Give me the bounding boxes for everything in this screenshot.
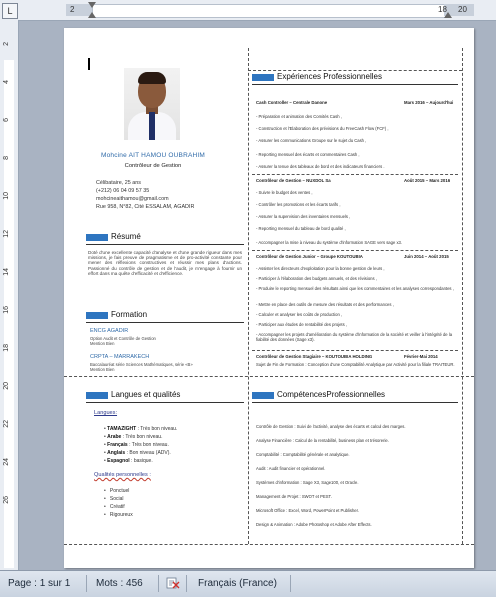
- section-header-resume: Résumé: [86, 232, 141, 241]
- experience-line: - Assurer la tenue des tableaux de bord et des indicateurs financiers .: [256, 164, 385, 169]
- experience-line: - Accompagner les projets d'amélioration du système d'information de la société et veiller à l'intégrité de la fiabilité des données (Sage x3).: [256, 332, 453, 342]
- experience-line: - Assister les directeurs d'exploitation pour la bonne gestion de leurs ,: [256, 266, 385, 271]
- competence-line: Contrôle de Gestion : Suivi de l'activité, analyse des écarts et calcul des marges.: [256, 424, 406, 429]
- contact-status: Célibataire, 25 ans: [96, 180, 141, 186]
- section-marker: [86, 392, 108, 399]
- formation-school: ENCG AGADIR: [90, 328, 129, 334]
- ruler-text-area: [92, 4, 446, 18]
- ruler-number: 20: [3, 382, 10, 390]
- list-item: • Rigoureux: [104, 512, 133, 518]
- tab-selector-button[interactable]: L: [2, 3, 18, 19]
- ruler-number: 2: [70, 5, 75, 14]
- ruler-number: 18: [438, 5, 447, 14]
- section-underline: [86, 244, 244, 245]
- section-underline: [252, 84, 458, 85]
- section-divider: [248, 70, 462, 71]
- section-header-experiences: Expériences Professionnelles: [252, 72, 382, 81]
- page-border-right: [462, 48, 463, 544]
- formation-mention: Mention Bien: [90, 341, 115, 346]
- experience-date: Février-Mai 2014: [404, 354, 438, 359]
- competence-line: Analyse Financière : Calcul de la rentabilité, business plan et trésorerie.: [256, 438, 389, 443]
- profile-job-title: Contrôleur de Gestion: [124, 163, 182, 169]
- experience-line: - Mettre en place des outils de mesure des résultats et des performances ,: [256, 302, 394, 307]
- profile-photo: [124, 68, 180, 140]
- competence-line: Design & Animation : Adobe Photoshop et Adobe After Effects.: [256, 522, 372, 527]
- status-separator: [186, 575, 187, 592]
- list-item: • Français : Très bon niveau.: [104, 442, 169, 448]
- competence-line: Comptabilité : Comptabilité générale et analytique.: [256, 452, 350, 457]
- horizontal-ruler[interactable]: [0, 0, 496, 21]
- list-item: • Ponctuel: [104, 488, 130, 494]
- list-item: • Arabe : Très bon niveau.: [104, 434, 163, 440]
- experience-divider: [252, 350, 458, 351]
- ruler-number: 22: [3, 420, 10, 428]
- experience-line: - Produire le reporting mensuel des résultats ainsi que les commentaires et les analyses correspondantes ,: [256, 286, 454, 291]
- status-separator: [158, 575, 159, 592]
- experience-divider: [252, 250, 458, 251]
- text-cursor: [88, 58, 90, 70]
- formation-school: CRPTA – MARRAKECH: [90, 354, 150, 360]
- section-marker: [252, 74, 274, 81]
- experience-line: - Préparation et animation des Comités Cash ,: [256, 114, 342, 119]
- experience-line: - Contrôler les promotions et les écarts tarifs ,: [256, 202, 341, 207]
- section-marker: [252, 392, 274, 399]
- experience-line: - Construction et l'Elaboration des prévisions du FreeCash Flow (FCF) ,: [256, 126, 389, 131]
- experience-title: Contrôleur de Gestion Stagiaire – KOUTOUBIA HOLDING: [256, 354, 373, 359]
- experience-line: - Assurer les communications Groupe sur le sujet du Cash ,: [256, 138, 367, 143]
- list-item: • TAMAZIGHT : Très bon niveau.: [104, 426, 178, 432]
- section-underline: [252, 402, 458, 403]
- contact-address: Rue 958, N°82, Cité ESSALAM, AGADIR: [96, 204, 195, 210]
- word-count[interactable]: Mots : 456: [96, 578, 143, 589]
- section-marker: [86, 312, 108, 319]
- list-item: • Social: [104, 496, 124, 502]
- ruler-number: 10: [3, 192, 10, 200]
- language-indicator[interactable]: Français (France): [198, 578, 277, 589]
- ruler-number: 16: [3, 306, 10, 314]
- page-border-bottom: [64, 544, 474, 545]
- ruler-number: 26: [3, 496, 10, 504]
- ruler-number: 2: [3, 42, 10, 46]
- experience-line: - Suivre le budget des ventes ,: [256, 190, 313, 195]
- experience-title: Cash Controller – Centrale Danone: [256, 100, 328, 105]
- experience-divider: [252, 174, 458, 175]
- status-separator: [86, 575, 87, 592]
- experience-line: - Reporting mensuel des écarts et commentaires Cash ,: [256, 152, 360, 157]
- document-page[interactable]: [64, 28, 474, 568]
- experience-line: - Participer à l'élaboration des budgets annuels, et des révisions ,: [256, 276, 377, 281]
- experience-line: - Calculer et analyser les coûts de production ,: [256, 312, 343, 317]
- experience-date: Juin 2014 – Août 2015: [404, 254, 449, 259]
- competence-line: Management de Projet : SWOT et PEST.: [256, 494, 332, 499]
- ruler-number: 14: [3, 268, 10, 276]
- formation-detail: Baccalauréat série Sciences Mathématiques, série «B»: [90, 362, 193, 367]
- page-count[interactable]: Page : 1 sur 1: [8, 578, 71, 589]
- ruler-number: 20: [458, 5, 467, 14]
- section-divider: [64, 376, 474, 377]
- vertical-ruler[interactable]: [0, 20, 19, 570]
- formation-mention: Mention Bien: [90, 367, 115, 372]
- ruler-number: 24: [3, 458, 10, 466]
- qualites-title: Qualités personnelles :: [94, 472, 151, 478]
- experience-line: - Reporting mensuel du tableau de bord qualité ,: [256, 226, 346, 231]
- profile-name: Mohcine AIT HAMOU OUBRAHIM: [100, 152, 206, 159]
- section-underline: [86, 402, 244, 403]
- experience-date: Mars 2016 – Aujourd'hui: [404, 100, 454, 105]
- list-item: • Créatif: [104, 504, 125, 510]
- experience-line: - Assurer la supervision des inventaires mensuels ,: [256, 214, 351, 219]
- first-line-indent-marker[interactable]: [88, 2, 96, 8]
- langues-title: Langues:: [94, 410, 118, 416]
- column-divider: [248, 48, 249, 544]
- ruler-number: 6: [3, 118, 10, 122]
- spellcheck-icon[interactable]: [166, 576, 180, 590]
- experience-title: Contrôleur de Gestion Junior – Groupe KOUTOUBIA: [256, 254, 363, 259]
- experience-title: Contrôleur de Gestion – NUXDOL Sa: [256, 178, 331, 183]
- section-marker: [86, 234, 108, 241]
- experience-line: - Accompagner la mise à niveau du système d'information SAGE vers sage x3.: [256, 240, 403, 245]
- ruler-number: 4: [3, 80, 10, 84]
- experience-date: Août 2015 – Mars 2016: [404, 178, 451, 183]
- resume-text: Doté d'une excellente capacité d'analyse et d'une grande rigueur dans mes missions, je fais preuve de pragmatisme et de pro-activité constante pour mener des réflexions constructives et réussir mes plans d'actions. Passionné du contrôle de gestion et de l'audit, je m'engage à fournir un effort dans ma quête d'efficacité et d'efficience.: [88, 250, 242, 276]
- contact-phone: (+212) 06 04 09 57 35: [96, 188, 150, 194]
- ruler-text-area: [4, 60, 14, 568]
- section-underline: [86, 322, 244, 323]
- competence-line: Audit : Audit financier et opérationnel.: [256, 466, 326, 471]
- list-item: • Anglais : Bon niveau (ADV).: [104, 450, 171, 456]
- section-header-langues: Langues et qualités: [86, 390, 180, 399]
- competence-line: Systèmes d'information : Sage X3, Sage100, et Oracle.: [256, 480, 359, 485]
- competence-line: Microsoft Office : Excel, Word, PowerPoint et Publisher.: [256, 508, 359, 513]
- ruler-number: 8: [3, 156, 10, 160]
- formation-detail: Option Audit et Contrôle de Gestion: [90, 336, 156, 341]
- status-separator: [290, 575, 291, 592]
- list-item: • Espagnol : basique.: [104, 458, 153, 464]
- status-bar: [0, 570, 496, 597]
- left-indent-marker[interactable]: [88, 12, 96, 18]
- contact-email: mohcineaithamou@gmail.com: [96, 196, 169, 202]
- ruler-number: 12: [3, 230, 10, 238]
- experience-line: Sujet de Fin de Formation : Conception d'une Comptabilité Analytique par Activité pour la filiale TRAITEUR.: [256, 362, 455, 367]
- section-header-formation: Formation: [86, 310, 147, 319]
- ruler-number: 18: [3, 344, 10, 352]
- experience-line: - Participer aux études de rentabilité des projets ,: [256, 322, 348, 327]
- section-header-competences: CompétencesProfessionnelles: [252, 390, 385, 399]
